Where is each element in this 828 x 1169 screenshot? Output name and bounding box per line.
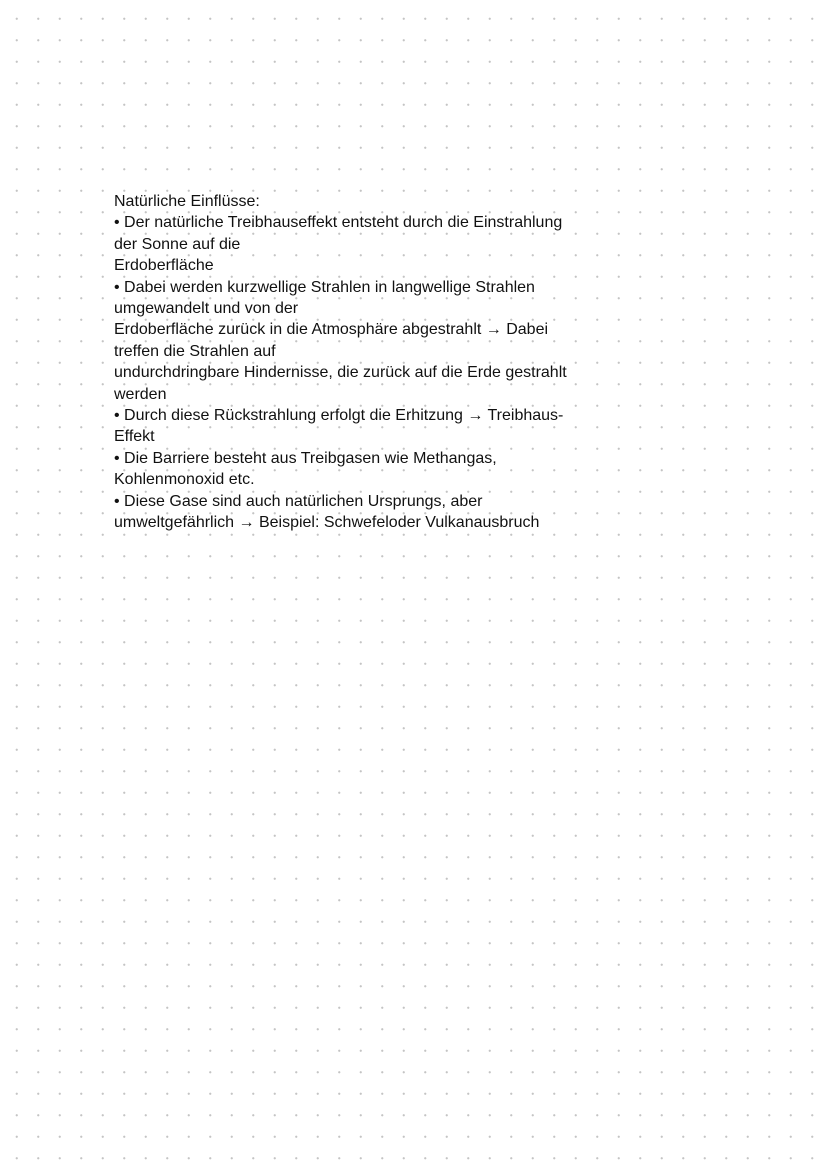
note-line: treffen die Strahlen auf <box>114 342 276 360</box>
note-line: Erdoberfläche zurück in die Atmosphäre abgestrahlt → Dabei <box>114 321 549 339</box>
note-line: umgewandelt und von der <box>114 300 299 318</box>
note-heading: Natürliche Einflüsse: <box>114 193 260 210</box>
note-line: undurchdringbare Hindernisse, die zurück auf die Erde gestrahlt <box>114 364 567 382</box>
note-line: • Durch diese Rückstrahlung erfolgt die Erhitzung → Treibhaus- <box>114 407 564 425</box>
note-line: Effekt <box>114 428 155 446</box>
note-line: • Der natürliche Treibhauseffekt entsteht durch die Einstrahlung <box>114 214 563 232</box>
note-line: umweltgefährlich → Beispiel: Schwefeloder Vulkanausbruch <box>114 514 540 532</box>
note-line: Kohlenmonoxid etc. <box>114 471 255 489</box>
note-line: werden <box>114 385 167 403</box>
note-text-block <box>114 191 634 534</box>
note-line: der Sonne auf die <box>114 235 241 253</box>
note-line: • Diese Gase sind auch natürlichen Ursprungs, aber <box>114 492 483 510</box>
note-line: • Dabei werden kurzwellige Strahlen in langwellige Strahlen <box>114 278 535 296</box>
note-line: • Die Barriere besteht aus Treibgasen wie Methangas, <box>114 449 497 467</box>
note-line: Erdoberfläche <box>114 257 214 275</box>
